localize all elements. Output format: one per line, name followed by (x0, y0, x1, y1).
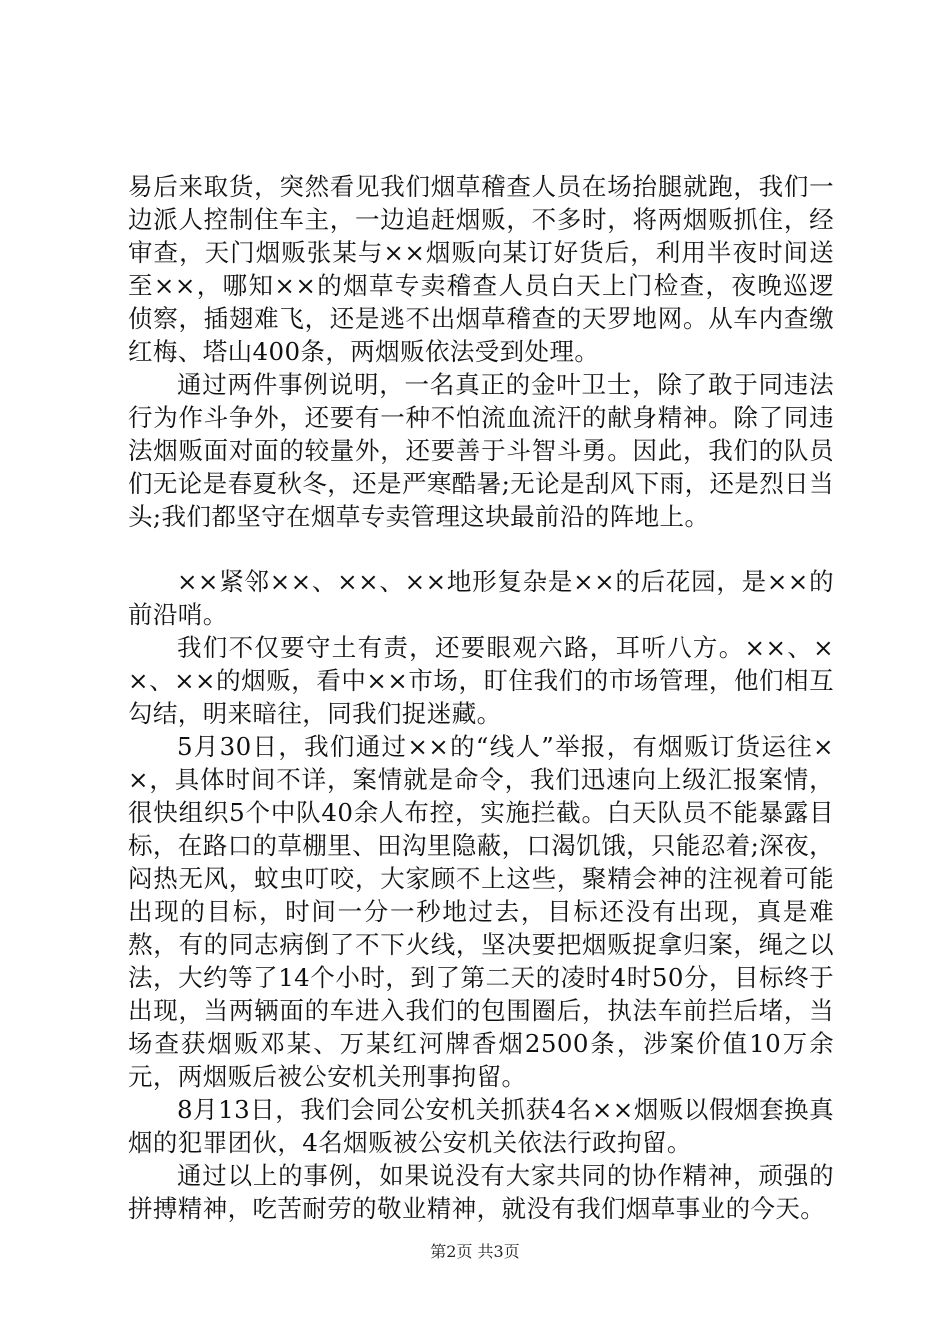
paragraph-5: 5月30日，我们通过××的“线人”举报，有烟贩订货运往××，具体时间不详，案情就是命令，我们迅速向上级汇报案情，很快组织5个中队40余人布控，实施拦截。白天队员不能暴露目标，在路口的草棚里、田沟里隐蔽，口渴饥饿，只能忍着;深夜，闷热无风，蚊虫叮咬，大家顾不上这些，聚精会神的注视着可能出现的目标，时间一分一秒地过去，目标还没有出现，真是难熬，有的同志病倒了不下火线，坚决要把烟贩捉拿归案，绳之以法，大约等了14个小时，到了第二天的凌时4时50分，目标终于出现，当两辆面的车进入我们的包围圈后，执法车前拦后堵，当场查获烟贩邓某、万某红河牌香烟2500条，涉案价值10万余元，两烟贩后被公安机关刑事拘留。 (128, 732, 834, 1091)
paragraph-1: 易后来取货，突然看见我们烟草稽查人员在场抬腿就跑，我们一边派人控制住车主，一边追赶烟贩，不多时，将两烟贩抓住，经审查，天门烟贩张某与××烟贩向某订好货后，利用半夜时间送至××，哪知××的烟草专卖稽查人员白天上门检查，夜晚巡逻侦察，插翅难飞，还是逃不出烟草稽查的天罗地网。从车内查缴红梅、塔山400条，两烟贩依法受到处理。 (128, 172, 834, 366)
paragraph-7: 通过以上的事例，如果说没有大家共同的协作精神，顽强的拼搏精神，吃苦耐劳的敬业精神，就没有我们烟草事业的今天。 (128, 1161, 834, 1223)
paragraph-3: ××紧邻××、××、××地形复杂是××的后花园，是××的前沿哨。 (128, 567, 834, 629)
page-footer: 第2页 共3页 (430, 1242, 520, 1261)
paragraph-2: 通过两件事例说明，一名真正的金叶卫士，除了敢于同违法行为作斗争外，还要有一种不怕流血流汗的献身精神。除了同违法烟贩面对面的较量外，还要善于斗智斗勇。因此，我们的队员们无论是春夏秋冬，还是严寒酷暑;无论是刮风下雨，还是烈日当头;我们都坚守在烟草专卖管理这块最前沿的阵地上。 (128, 370, 834, 531)
document-body (128, 170, 834, 1225)
paragraph-4: 我们不仅要守土有责，还要眼观六路，耳听八方。××、××、××的烟贩，看中××市场，盯住我们的市场管理，他们相互勾结，明来暗往，同我们捉迷藏。 (128, 633, 834, 728)
paragraph-6: 8月13日，我们会同公安机关抓获4名××烟贩以假烟套换真烟的犯罪团伙，4名烟贩被公安机关依法行政拘留。 (128, 1095, 834, 1157)
